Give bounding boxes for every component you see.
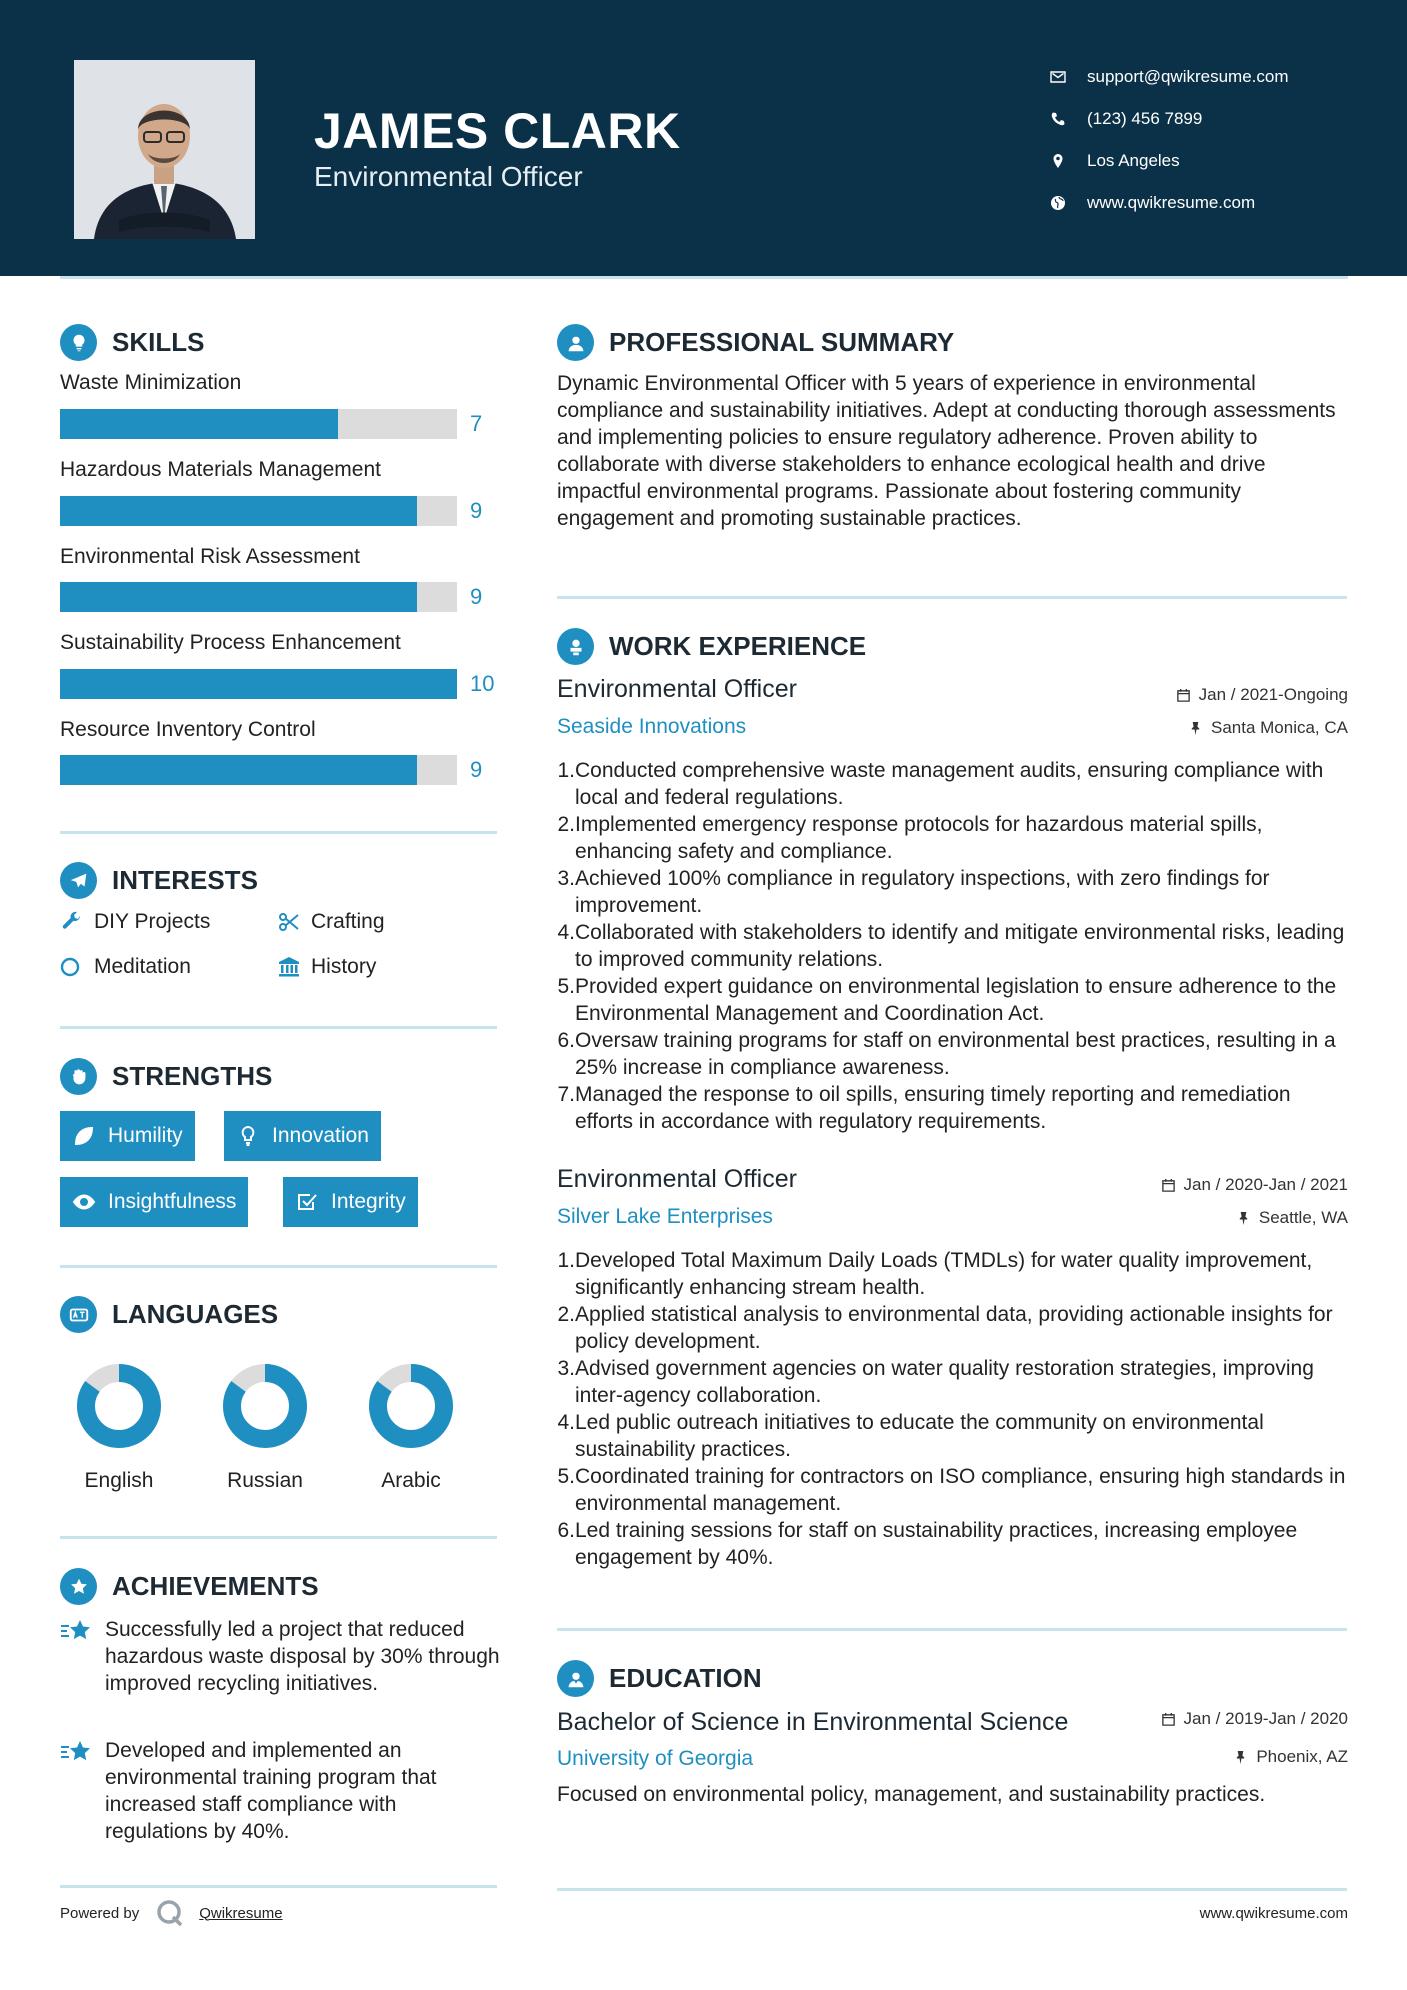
skill-bar-fill	[60, 669, 457, 699]
star-icon	[60, 1618, 92, 1646]
skill-bar-fill	[60, 496, 417, 526]
strength-label: Integrity	[331, 1190, 406, 1213]
job-role: Environmental Officer	[557, 675, 797, 703]
job-location	[1236, 1208, 1348, 1228]
interest-item	[60, 955, 191, 979]
experience-heading-text: WORK EXPERIENCE	[609, 631, 867, 661]
education-location-text: Phoenix, AZ	[1256, 1747, 1348, 1766]
resume-header	[0, 0, 1407, 276]
skill-bar	[60, 669, 457, 699]
languages-heading	[60, 1296, 278, 1333]
achievement-item	[60, 1616, 500, 1697]
circle-icon	[60, 955, 84, 979]
job-location	[1188, 718, 1348, 738]
skill-value: 7	[470, 411, 483, 436]
languages-heading-text: LANGUAGES	[112, 1299, 279, 1329]
contact-email-text: support@qwikresume.com	[1087, 67, 1289, 86]
skill-bar-fill	[60, 409, 338, 439]
section-divider	[557, 1628, 1347, 1631]
job-bullet: 5. Provided expert guidance on environmental legislation to ensure adherence to the Environmental Management and Coordination Act.	[557, 975, 1337, 1025]
section-divider	[60, 1885, 497, 1888]
job-bullet: 4. Led public outreach initiatives to educate the community on environmental sustainability practices.	[557, 1411, 1264, 1461]
job-role: Environmental Officer	[557, 1165, 797, 1193]
skill-bar	[60, 582, 457, 612]
education-dates-text: Jan / 2019-Jan / 2020	[1183, 1709, 1348, 1728]
language-name: English	[84, 1469, 154, 1492]
interest-item	[277, 955, 376, 979]
skill-bar	[60, 496, 457, 526]
header-divider	[60, 276, 1348, 279]
user-icon	[557, 324, 594, 361]
star-icon	[60, 1739, 92, 1767]
fist-icon	[60, 1058, 97, 1095]
education-heading	[557, 1660, 762, 1697]
candidate-title: Environmental Officer	[314, 161, 583, 192]
language-donut	[74, 1361, 164, 1451]
eye-icon	[72, 1190, 96, 1214]
job-bullet: 4. Collaborated with stakeholders to identify and mitigate environmental risks, leading to improved community relations.	[557, 921, 1345, 971]
candidate-name: JAMES CLARK	[314, 103, 681, 159]
job-bullet: 6. Led training sessions for staff on sustainability practices, increasing employee engagement by 40%.	[557, 1519, 1298, 1569]
museum-icon	[277, 955, 301, 979]
section-divider	[557, 1888, 1347, 1891]
education-description: Focused on environmental policy, management, and sustainability practices.	[557, 1783, 1266, 1806]
strengths-heading-text: STRENGTHS	[112, 1061, 273, 1091]
footer-website[interactable]: www.qwikresume.com	[1199, 1905, 1348, 1922]
contact-website-text: www.qwikresume.com	[1087, 193, 1256, 212]
skill-value: 9	[470, 584, 483, 609]
contact-list	[1050, 56, 1380, 224]
envelope-icon	[1050, 69, 1087, 85]
achievement-text: Developed and implemented an environmental training program that increased staff compliance with regulations by 40%.	[105, 1739, 437, 1843]
job-bullet: 6. Oversaw training programs for staff on environmental best practices, resulting in a 25% increase in compliance awareness.	[557, 1029, 1336, 1079]
strength-tag	[224, 1111, 381, 1161]
section-divider	[60, 1265, 497, 1268]
interest-item	[277, 910, 385, 934]
achievement-item	[60, 1737, 500, 1845]
strengths-heading	[60, 1058, 272, 1095]
pushpin-icon	[1236, 1211, 1251, 1226]
skill-bar	[60, 409, 457, 439]
location-pin-icon	[1050, 153, 1087, 169]
language-donut	[366, 1361, 456, 1451]
contact-phone[interactable]	[1050, 98, 1380, 140]
contact-location-text: Los Angeles	[1087, 151, 1180, 170]
language-name: Russian	[227, 1469, 303, 1492]
education-location	[1233, 1747, 1348, 1767]
section-divider	[60, 831, 497, 834]
interest-label: Meditation	[94, 955, 191, 978]
wrench-icon	[60, 910, 84, 934]
strength-label: Innovation	[272, 1124, 369, 1147]
skill-name: Hazardous Materials Management	[60, 458, 381, 481]
summary-text: Dynamic Environmental Officer with 5 years of experience in environmental compliance and sustainability initiatives. Adept at conducting thorough assessments and implementing policies to ensure regulatory adherence. Proven ability to collaborate with diverse stakeholders to enhance ecological health and drive impactful environmental programs. Passionate about fostering community engagement and promoting sustainable practices.	[557, 372, 1336, 530]
language-donut	[220, 1361, 310, 1451]
achievement-text: Successfully led a project that reduced hazardous waste disposal by 30% through improved recycling initiatives.	[105, 1618, 500, 1695]
skills-heading-text: SKILLS	[112, 327, 205, 357]
job-location-text: Seattle, WA	[1258, 1208, 1348, 1227]
job-company: Silver Lake Enterprises	[557, 1205, 773, 1228]
job-dates	[1161, 1175, 1348, 1195]
contact-location	[1050, 140, 1380, 182]
contact-website[interactable]	[1050, 182, 1380, 224]
interest-label: Crafting	[311, 910, 385, 933]
pushpin-icon	[1233, 1750, 1248, 1765]
paper-plane-icon	[60, 862, 97, 899]
job-dates-text: Jan / 2020-Jan / 2021	[1183, 1175, 1348, 1194]
summary-heading	[557, 324, 954, 361]
interest-label: History	[311, 955, 377, 978]
job-dates-text: Jan / 2021-Ongoing	[1198, 685, 1348, 704]
language-icon	[60, 1296, 97, 1333]
achievements-heading	[60, 1568, 319, 1605]
qwikresume-link[interactable]: Qwikresume	[199, 1904, 283, 1922]
strength-tag	[60, 1177, 248, 1227]
star-badge-icon	[60, 1568, 97, 1605]
education-heading-text: EDUCATION	[609, 1663, 762, 1693]
calendar-icon	[1176, 688, 1191, 703]
check-square-icon	[295, 1190, 319, 1214]
contact-email[interactable]	[1050, 56, 1380, 98]
pushpin-icon	[1188, 721, 1203, 736]
footer-powered-by	[60, 1898, 283, 1928]
interests-heading	[60, 862, 258, 899]
strength-label: Insightfulness	[108, 1190, 237, 1213]
phone-icon	[1050, 111, 1087, 127]
language-item	[210, 1361, 320, 1493]
section-divider	[60, 1026, 497, 1029]
job-company: Seaside Innovations	[557, 715, 747, 738]
profile-photo	[74, 60, 255, 239]
contact-phone-text: (123) 456 7899	[1087, 109, 1203, 128]
globe-icon	[1050, 195, 1087, 211]
job-bullet: 2. Implemented emergency response protocols for hazardous material spills, enhancing safety and compliance.	[557, 813, 1263, 863]
calendar-icon	[1161, 1178, 1176, 1193]
job-bullet: 2. Applied statistical analysis to environmental data, providing actionable insights for policy development.	[557, 1303, 1333, 1353]
job-dates	[1176, 685, 1348, 705]
strength-tag	[60, 1111, 195, 1161]
job-bullet: 5. Coordinated training for contractors on ISO compliance, ensuring high standards in environmental management.	[557, 1465, 1346, 1515]
section-divider	[60, 1536, 497, 1539]
language-item	[64, 1361, 174, 1493]
lightbulb-icon	[60, 324, 97, 361]
language-item	[356, 1361, 466, 1493]
skill-name: Waste Minimization	[60, 371, 242, 394]
job-bullet: 1. Conducted comprehensive waste management audits, ensuring compliance with local and federal regulations.	[557, 759, 1324, 809]
skill-value: 9	[470, 757, 483, 782]
job-bullets	[557, 757, 1347, 1135]
skill-name: Environmental Risk Assessment	[60, 545, 360, 568]
qwikresume-logo-icon	[155, 1898, 185, 1928]
skill-bar-fill	[60, 582, 417, 612]
education-dates	[1161, 1709, 1348, 1729]
strength-label: Humility	[108, 1124, 183, 1147]
job-bullet: 3. Advised government agencies on water quality restoration strategies, improving inter-agency collaboration.	[557, 1357, 1314, 1407]
skill-bar-fill	[60, 755, 417, 785]
education-degree: Bachelor of Science in Environmental Science	[557, 1708, 1069, 1736]
briefcase-icon	[557, 628, 594, 665]
education-school: University of Georgia	[557, 1747, 754, 1770]
job-bullet: 1. Developed Total Maximum Daily Loads (TMDLs) for water quality improvement, significantly enhancing stream health.	[557, 1249, 1313, 1299]
job-location-text: Santa Monica, CA	[1210, 718, 1348, 737]
experience-heading	[557, 628, 866, 665]
job-bullet: 7. Managed the response to oil spills, ensuring timely reporting and remediation efforts in accordance with regulatory requirements.	[557, 1083, 1291, 1133]
achievements-heading-text: ACHIEVEMENTS	[112, 1571, 319, 1601]
calendar-icon	[1161, 1712, 1176, 1727]
interest-label: DIY Projects	[94, 910, 211, 933]
skill-bar	[60, 755, 457, 785]
job-bullet: 3. Achieved 100% compliance in regulatory inspections, with zero findings for improvement.	[557, 867, 1270, 917]
lightbulb-icon	[236, 1124, 260, 1148]
interests-heading-text: INTERESTS	[112, 865, 258, 895]
powered-by-label: Powered by	[60, 1904, 140, 1922]
skill-name: Sustainability Process Enhancement	[60, 631, 401, 654]
skill-value: 9	[470, 498, 483, 523]
scissors-icon	[277, 910, 301, 934]
skills-heading	[60, 324, 204, 361]
skill-name: Resource Inventory Control	[60, 718, 316, 741]
strength-tag	[283, 1177, 418, 1227]
language-name: Arabic	[381, 1469, 441, 1492]
summary-heading-text: PROFESSIONAL SUMMARY	[609, 327, 955, 357]
interest-item	[60, 910, 210, 934]
graduate-icon	[557, 1660, 594, 1697]
skill-value: 10	[470, 671, 495, 696]
leaf-icon	[72, 1124, 96, 1148]
section-divider	[557, 596, 1347, 599]
job-bullets	[557, 1247, 1347, 1571]
